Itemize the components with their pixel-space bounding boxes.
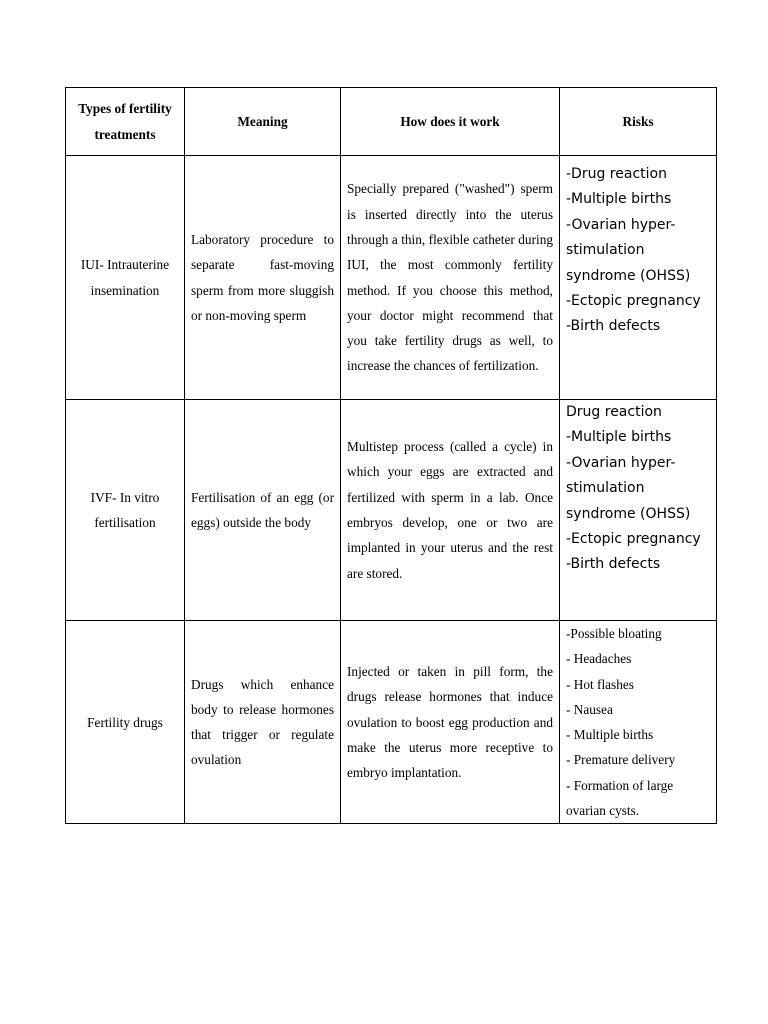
cell-how: Injected or taken in pill form, the drugs release hormones that induce ovulation to boost egg production and make the uterus more receptive to embryo implantation. <box>341 621 560 824</box>
table-row <box>66 400 717 621</box>
table-row <box>66 621 717 824</box>
cell-how: Multistep process (called a cycle) in which your eggs are extracted and fertilized with sperm in a lab. Once embryos develop, one or two are implanted in your uterus and the rest are stored. <box>341 400 560 621</box>
risk-item: -Ectopic pregnancy <box>566 293 701 310</box>
risk-item: -Birth defects <box>566 556 661 573</box>
risk-item: - Nausea <box>566 701 613 717</box>
cell-meaning: Fertilisation of an egg (or eggs) outside the body <box>185 400 341 621</box>
risk-item: - Headaches <box>566 651 632 667</box>
risk-item: -Possible bloating <box>566 626 662 641</box>
risk-item: - Hot flashes <box>566 676 634 692</box>
risk-item: -Multiple births <box>566 191 672 208</box>
risk-item: Drug reaction <box>566 404 662 420</box>
risk-item: - Multiple births <box>566 727 654 743</box>
cell-type: IVF- In vitro fertilisation <box>66 400 185 621</box>
cell-type: IUI- Intrauterine insemination <box>66 156 185 400</box>
cell-risks <box>560 156 717 400</box>
risk-item: -Ovarian hyper-stimulation syndrome (OHSS) <box>566 454 691 522</box>
risk-item: -Ectopic pregnancy <box>566 531 701 548</box>
cell-meaning: Laboratory procedure to separate fast-moving sperm from more sluggish or non-moving sperm <box>185 156 341 400</box>
cell-risks <box>560 621 717 824</box>
table-row <box>66 156 717 400</box>
cell-meaning: Drugs which enhance body to release hormones that trigger or regulate ovulation <box>185 621 341 824</box>
risk-item: -Ovarian hyper-stimulation syndrome (OHSS) <box>566 216 691 284</box>
risk-item: -Drug reaction <box>566 166 667 182</box>
cell-how: Specially prepared ("washed") sperm is inserted directly into the uterus through a thin, flexible catheter during IUI, the most commonly fertility method. If you choose this method, your doctor might recommend that you take fertility drugs as well, to increase the chances of fertilization. <box>341 156 560 400</box>
fertility-treatments-table <box>65 87 717 824</box>
risk-item: -Birth defects <box>566 318 661 335</box>
cell-type: Fertility drugs <box>66 621 185 824</box>
risk-item: - Formation of large ovarian cysts. <box>566 777 674 819</box>
header-risks: Risks <box>560 88 717 156</box>
table-header-row <box>66 88 717 156</box>
header-how: How does it work <box>341 88 560 156</box>
header-types: Types of fertility treatments <box>66 88 185 156</box>
cell-risks <box>560 400 717 621</box>
risk-item: -Multiple births <box>566 429 672 446</box>
risk-item: - Premature delivery <box>566 752 676 768</box>
header-meaning: Meaning <box>185 88 341 156</box>
